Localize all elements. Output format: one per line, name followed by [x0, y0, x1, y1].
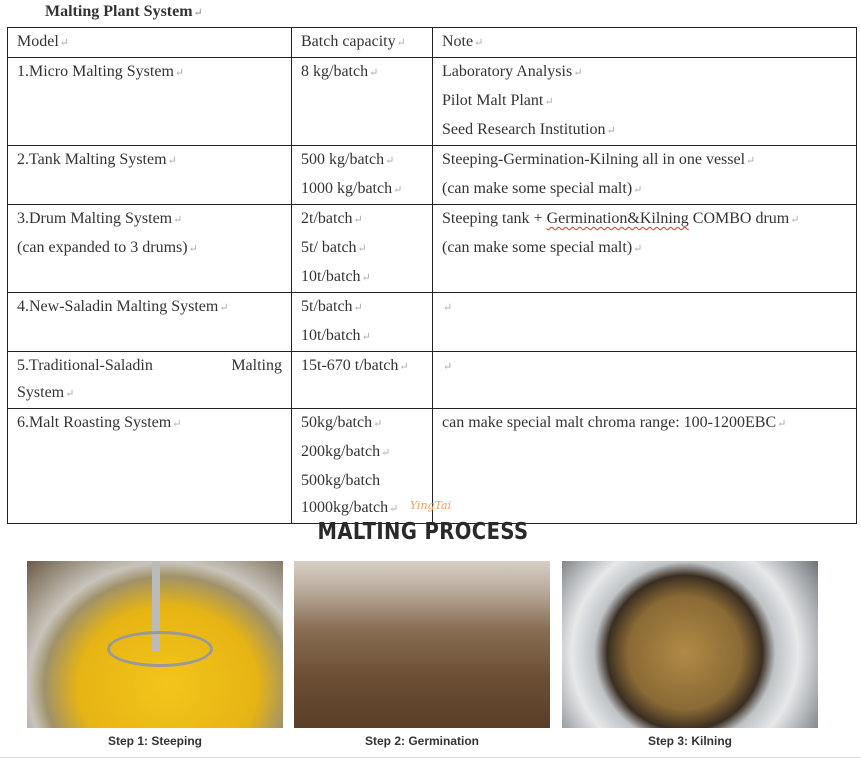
note-cell	[442, 293, 847, 322]
table-row	[8, 352, 857, 409]
process-heading: MALTING PROCESS	[317, 519, 529, 545]
model-cell: 6.Malt Roasting System ↵	[17, 409, 282, 438]
divider	[0, 757, 861, 758]
capacity-cell: 2t/batch ↵	[301, 205, 423, 234]
note-cell: Steeping-Germination-Kilning all in one vessel ↵	[442, 146, 847, 175]
note-cell	[442, 352, 847, 381]
steeping-photo	[27, 561, 283, 728]
header-note: Note ↵	[442, 33, 483, 50]
table-row	[8, 293, 857, 352]
capacity-cell: 5t/ batch ↵	[301, 234, 423, 263]
note-cell: can make special malt chroma range: 100-1200EBC ↵	[442, 409, 847, 438]
capacity-cell: 10t/batch ↵	[301, 263, 423, 292]
note-cell: (can make some special malt) ↵	[442, 234, 847, 263]
step-caption: Step 3: Kilning	[648, 734, 732, 748]
model-cell: 1.Micro Malting System ↵	[17, 58, 282, 87]
model-cell: 2.Tank Malting System ↵	[17, 146, 282, 175]
capacity-cell: 500kg/batch	[301, 472, 381, 489]
malting-systems-table	[7, 27, 857, 524]
note-cell: Seed Research Institution ↵	[442, 116, 847, 145]
note-cell: Pilot Malt Plant ↵	[442, 87, 847, 116]
model-cell: 4.New-Saladin Malting System ↵	[17, 293, 282, 322]
model-cell: System ↵	[17, 379, 282, 408]
capacity-cell: 8 kg/batch ↵	[301, 58, 423, 87]
header-model: Model ↵	[17, 33, 69, 50]
step-caption: Step 2: Germination	[364, 734, 480, 748]
capacity-cell: 500 kg/batch ↵	[301, 146, 423, 175]
table-row	[8, 146, 857, 205]
germination-photo	[294, 561, 550, 728]
brand-logo: YingTai	[409, 499, 452, 512]
note-cell: (can make some special malt) ↵	[442, 175, 847, 204]
header-capacity: Batch capacity ↵	[301, 33, 406, 50]
capacity-cell: 5t/batch ↵	[301, 293, 423, 322]
note-cell: Steeping tank + Germination&Kilning COMBO drum ↵	[442, 205, 847, 234]
model-cell: 3.Drum Malting System ↵	[17, 205, 282, 234]
model-cell-justified: 5.Traditional-Saladin Malting	[17, 357, 282, 374]
table-row	[8, 205, 857, 293]
capacity-cell: 1000 kg/batch ↵	[301, 175, 423, 204]
capacity-cell: 15t-670 t/batch ↵	[301, 352, 423, 381]
kilning-photo	[562, 561, 818, 728]
capacity-cell: 10t/batch ↵	[301, 322, 423, 351]
capacity-cell: 50kg/batch ↵	[301, 409, 423, 438]
model-cell: (can expanded to 3 drums) ↵	[17, 234, 282, 263]
capacity-cell: 1000kg/batch ↵	[301, 494, 423, 523]
capacity-cell: 200kg/batch ↵	[301, 438, 423, 467]
table-row	[8, 58, 857, 146]
step-caption: Step 1: Steeping	[107, 734, 202, 748]
document-title: Malting Plant System ↵	[45, 3, 203, 21]
table-header-row	[8, 28, 857, 58]
note-cell: Laboratory Analysis ↵	[442, 58, 847, 87]
